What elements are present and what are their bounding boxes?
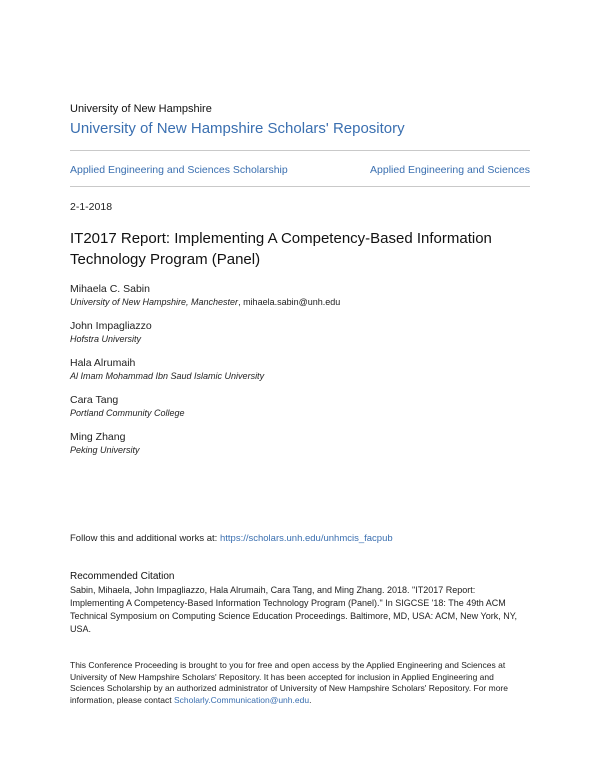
author-affiliation: Peking University (70, 445, 140, 455)
author-name: Ming Zhang (70, 431, 126, 443)
author-entry (70, 283, 530, 309)
author-affiliation: Hofstra University (70, 334, 142, 344)
recommended-citation-heading: Recommended Citation (70, 571, 175, 582)
author-entry (70, 357, 530, 383)
author-affiliation: Al Imam Mohammad Ibn Saud Islamic University (70, 371, 265, 381)
author-name: Cara Tang (70, 394, 119, 406)
university-name: University of New Hampshire (70, 103, 212, 115)
collection-link-applied-engineering[interactable]: Applied Engineering and Sciences (370, 164, 530, 176)
author-affiliation: Portland Community College (70, 408, 185, 418)
notice-end: . (309, 694, 312, 705)
author-entry (70, 394, 530, 420)
access-notice (70, 660, 530, 706)
divider (70, 186, 530, 187)
author-email: , mihaela.sabin@unh.edu (238, 297, 341, 307)
collection-link-scholarship[interactable]: Applied Engineering and Sciences Scholarship (70, 164, 288, 176)
contact-email-link[interactable]: Scholarly.Communication@unh.edu (173, 694, 310, 705)
author-affiliation (70, 296, 530, 309)
notice-text: This Conference Proceeding is brought to you for free and open access by the Applied Engineering and Sciences at University of New Hampshire Scholars' Repository. It has been accepted for inclusion in Applied Engineering and Sciences Scholarship by an authorized administrator of University of New Hampshire Scholars' Repository. For more information, please contact (70, 660, 508, 705)
affiliation-text: University of New Hampshire, Manchester (70, 297, 239, 307)
divider (70, 150, 530, 151)
follow-line (70, 533, 393, 544)
author-name: Hala Alrumaih (70, 357, 136, 369)
document-title: IT2017 Report: Implementing A Competency-Based Information Technology Program (Panel) (70, 230, 492, 268)
follow-text: Follow this and additional works at: (70, 533, 220, 544)
author-entry (70, 320, 530, 346)
author-name: John Impagliazzo (70, 320, 152, 332)
author-list (70, 283, 530, 468)
repository-title[interactable]: University of New Hampshire Scholars' Repository (70, 120, 405, 137)
author-entry (70, 431, 530, 457)
author-name: Mihaela C. Sabin (70, 283, 150, 295)
recommended-citation-text: Sabin, Mihaela, John Impagliazzo, Hala Alrumaih, Cara Tang, and Ming Zhang. 2018. "IT2017 Report: Implementing A Competency-Based Information Technology Program (Panel)." In SIGCSE '18: The 49th ACM Technical Symposium on Computing Science Education Proceedings. Baltimore, MD, USA: ACM, New York, NY, USA. (70, 585, 518, 634)
follow-link[interactable]: https://scholars.unh.edu/unhmcis_facpub (219, 533, 393, 544)
publication-date: 2-1-2018 (70, 201, 113, 213)
